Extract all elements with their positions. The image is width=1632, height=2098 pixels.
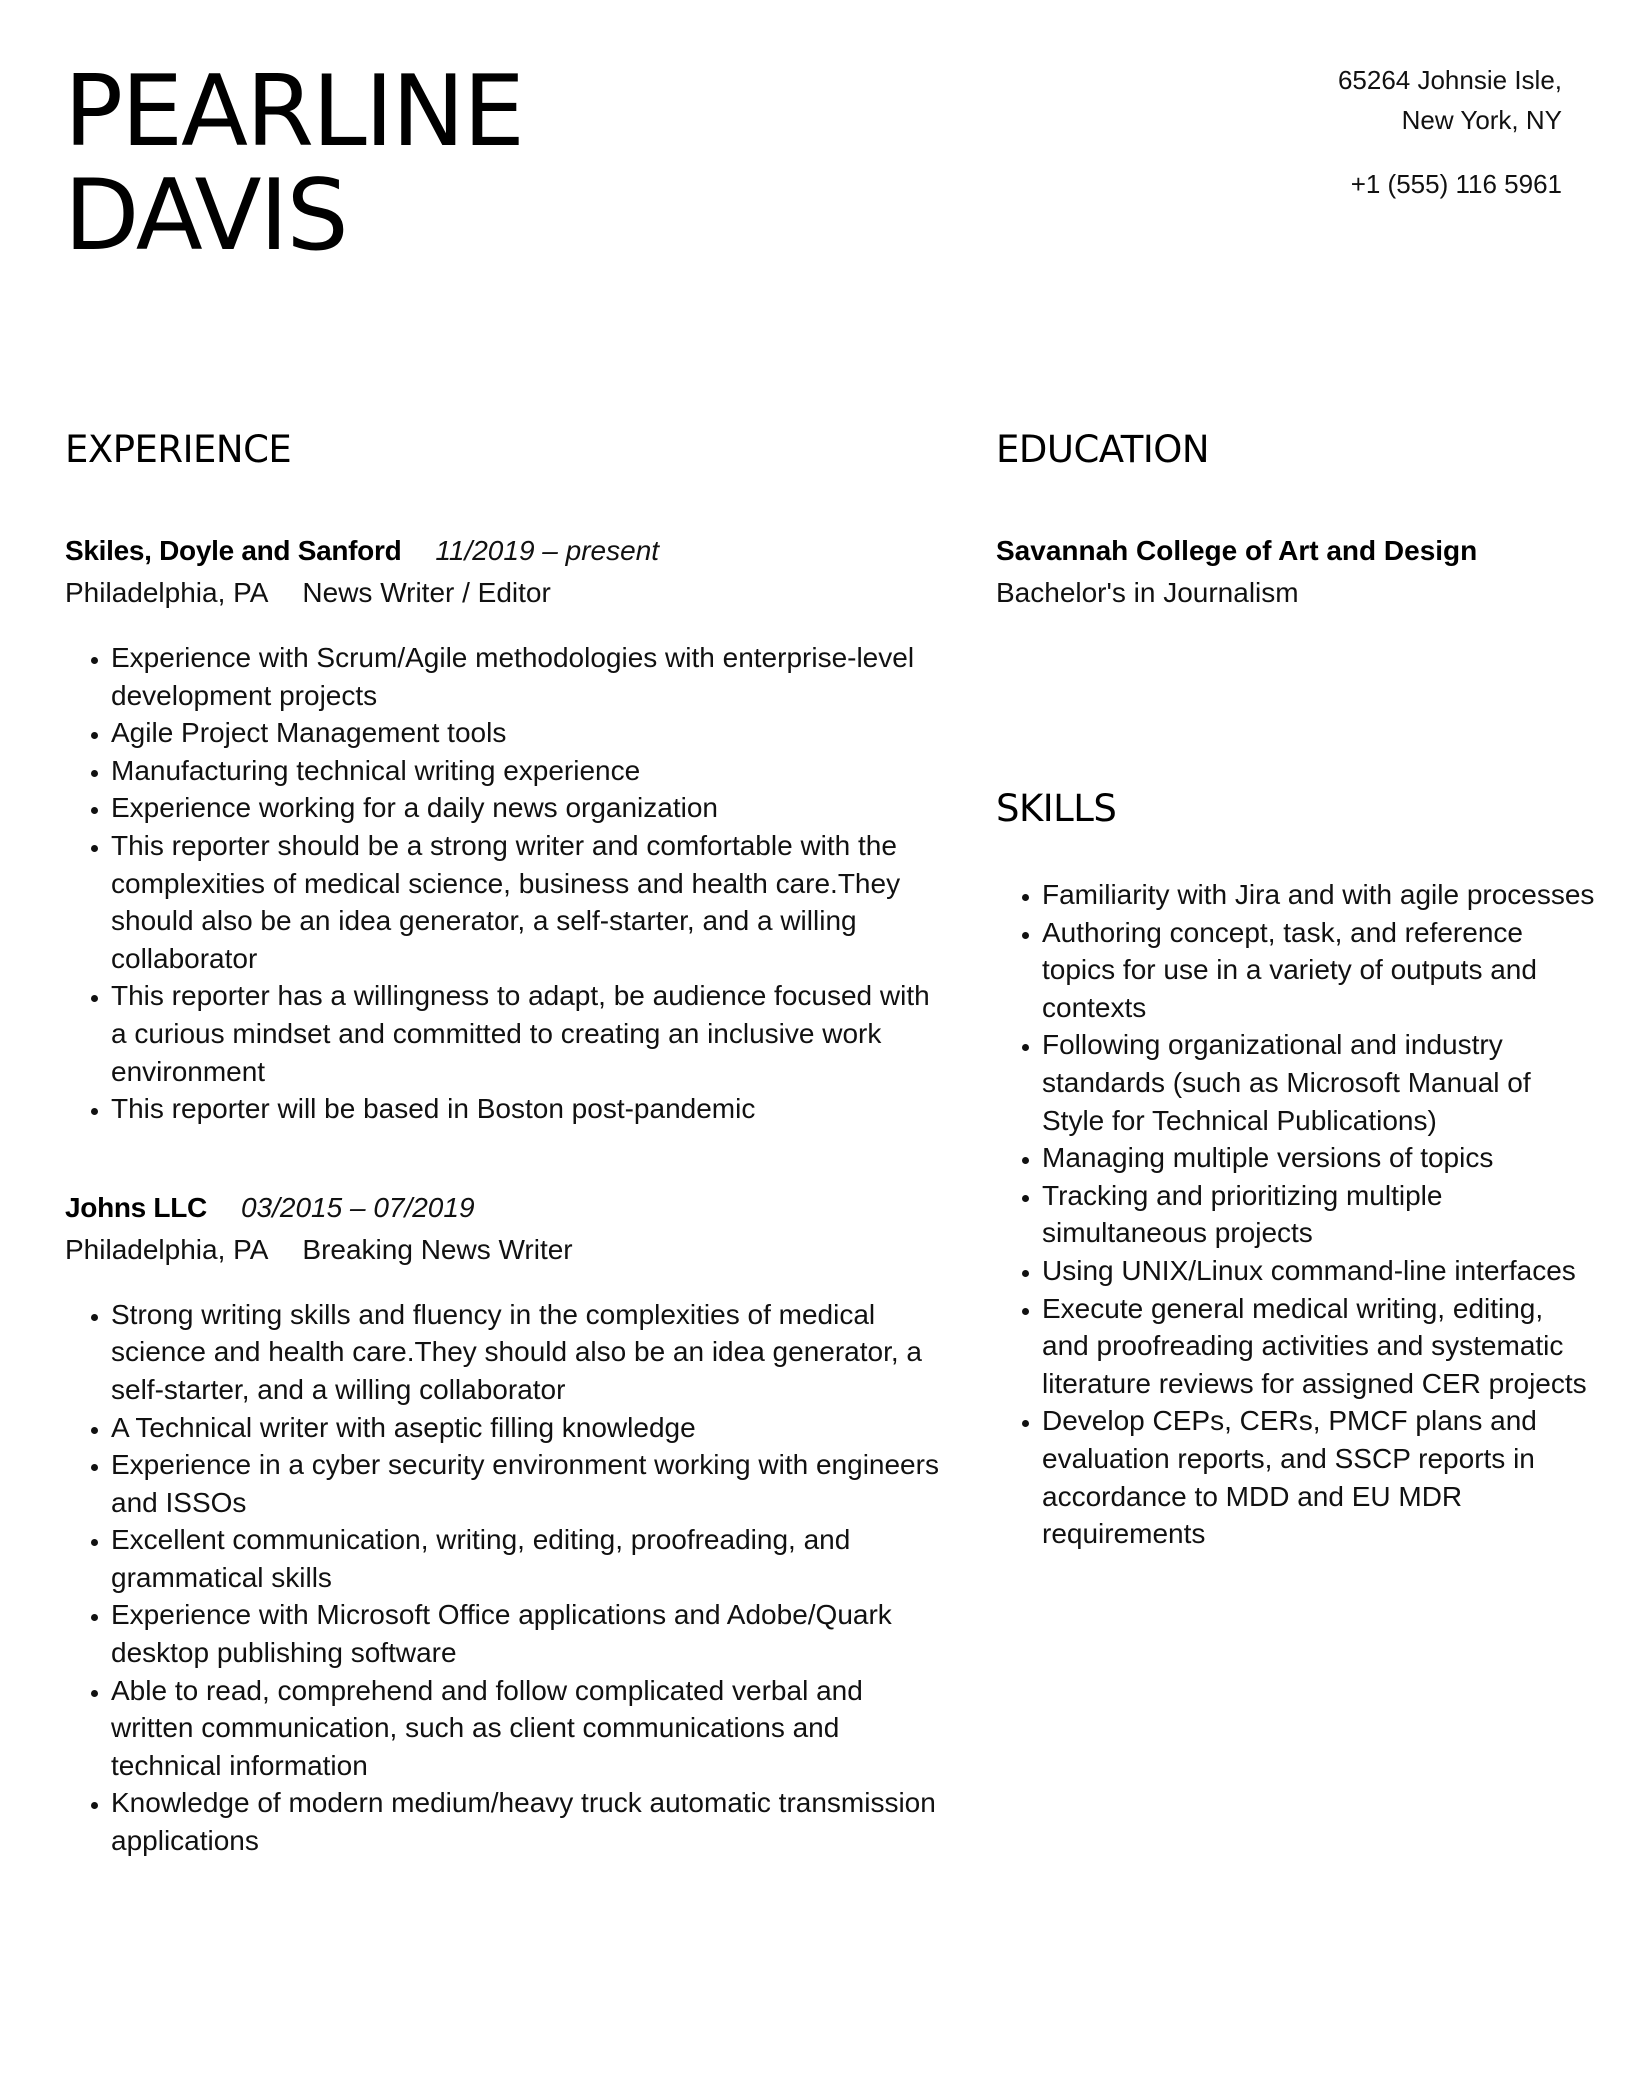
list-item: • Experience working for a daily news organization — [111, 789, 945, 827]
job-bullets — [65, 639, 945, 1128]
job-dates: 11/2019 – present — [435, 535, 660, 566]
list-item: • This reporter has a willingness to adapt, be audience focused with a curious mindset and committed to creating an inclusive work environment — [111, 977, 945, 1090]
experience-heading: EXPERIENCE — [65, 428, 292, 471]
skill-item: • Following organizational and industry standards (such as Microsoft Manual of Style for Technical Publications) — [1042, 1026, 1596, 1139]
job-dates: 03/2015 – 07/2019 — [240, 1191, 475, 1223]
job-entry — [65, 531, 945, 1128]
skills-heading: SKILLS — [996, 787, 1117, 830]
job-header — [65, 531, 945, 571]
job-bullets — [65, 1296, 945, 1860]
phone-number: +1 (555) 116 5961 — [1350, 169, 1562, 199]
job-title: Breaking News Writer — [302, 1233, 573, 1265]
right-column — [996, 428, 1596, 1553]
job-location: Philadelphia, PA — [65, 1233, 269, 1265]
company-name: Skiles, Doyle and Sanford — [65, 535, 402, 566]
job-subheader — [65, 1228, 945, 1272]
education-heading: EDUCATION — [996, 428, 1210, 471]
list-item: • This reporter should be a strong writer and comfortable with the complexities of medical science, business and health care.They should also be an idea generator, a self-starter, and a willing collaborator — [111, 827, 945, 977]
skill-item: • Authoring concept, task, and reference topics for use in a variety of outputs and contexts — [1042, 914, 1596, 1027]
list-item: • Experience with Scrum/Agile methodologies with enterprise-level development projects — [111, 639, 945, 714]
list-item: • A Technical writer with aseptic filling knowledge — [111, 1409, 945, 1447]
skills-list — [996, 876, 1596, 1553]
list-item: • Experience in a cyber security environment working with engineers and ISSOs — [111, 1446, 945, 1521]
list-item: • Able to read, comprehend and follow complicated verbal and written communication, such as client communications and technical information — [111, 1672, 945, 1785]
candidate-name — [64, 55, 523, 273]
skills-section — [996, 787, 1596, 1553]
list-item: • Manufacturing technical writing experience — [111, 752, 945, 790]
skill-item: • Tracking and prioritizing multiple simultaneous projects — [1042, 1177, 1596, 1252]
company-name: Johns LLC — [65, 1191, 207, 1223]
name-first: PEARLINE — [64, 55, 523, 169]
job-subheader — [65, 571, 945, 615]
skill-item: • Develop CEPs, CERs, PMCF plans and evaluation reports, and SSCP reports in accordance to MDD and EU MDR requirements — [1042, 1402, 1596, 1552]
education-section — [996, 428, 1596, 615]
skill-item: • Managing multiple versions of topics — [1042, 1139, 1596, 1177]
name-last: DAVIS — [64, 159, 347, 273]
job-header — [65, 1188, 945, 1228]
address-line-2: New York, NY — [1401, 105, 1562, 135]
education-entry — [996, 531, 1596, 615]
job-location: Philadelphia, PA — [65, 577, 269, 608]
list-item: • Excellent communication, writing, editing, proofreading, and grammatical skills — [111, 1521, 945, 1596]
skill-item: • Execute general medical writing, editing, and proofreading activities and systematic literature reviews for assigned CER projects — [1042, 1290, 1596, 1403]
degree: Bachelor's in Journalism — [996, 577, 1299, 608]
list-item: • Experience with Microsoft Office applications and Adobe/Quark desktop publishing software — [111, 1596, 945, 1671]
skill-item: • Using UNIX/Linux command-line interfaces — [1042, 1252, 1596, 1290]
list-item: • Strong writing skills and fluency in the complexities of medical science and health care.They should also be an idea generator, a self-starter, and a willing collaborator — [111, 1296, 945, 1409]
school-name: Savannah College of Art and Design — [996, 535, 1478, 566]
address-line-1: 65264 Johnsie Isle, — [1337, 65, 1562, 95]
skill-item: • Familiarity with Jira and with agile processes — [1042, 876, 1596, 914]
experience-section — [65, 428, 945, 1860]
list-item: • This reporter will be based in Boston post-pandemic — [111, 1090, 945, 1128]
job-title: News Writer / Editor — [302, 577, 551, 608]
job-entry — [65, 1188, 945, 1860]
contact-info — [1338, 60, 1562, 204]
list-item: • Agile Project Management tools — [111, 714, 945, 752]
list-item: • Knowledge of modern medium/heavy truck automatic transmission applications — [111, 1784, 945, 1859]
